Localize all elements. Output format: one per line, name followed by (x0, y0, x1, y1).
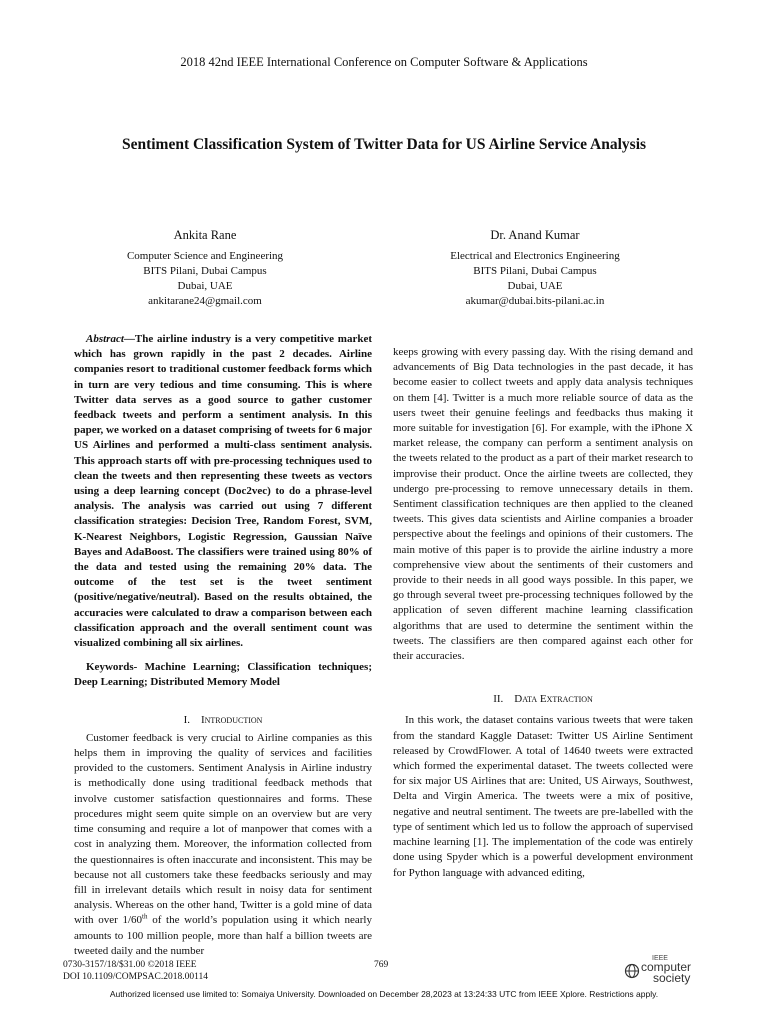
section-title: Introduction (200, 713, 263, 726)
intro-text-a: Customer feedback is very crucial to Airline companies as this helps them in improving the quality of services and facilities provided to the customers. Sentiment Analysis in Airline industry is methodically done using traditional feedback methods that involve customer satisfaction questionnaires and forms. These procedures might seem quite simple on an overview but are very time consuming and require a lot of manpower that comes with a cost in analyzing them. Moreover, the information collected from the questionnaires is often inaccurate and inconsistent. This may be because not all customers take these feedbacks seriously and may fill in irrelevant details which result in noisy data for sentiment analysis. Whereas on the other hand, Twitter is a gold mine of data with over 1/60 (74, 731, 372, 927)
author-institution: BITS Pilani, Dubai Campus (473, 265, 597, 277)
paper-title: Sentiment Classification System of Twitter Data for US Airline Service Analysis (121, 136, 647, 153)
intro-continuation: keeps growing with every passing day. With the rising demand and advancements of Big Data technologies in the past decade, it has become easier to collect tweets and apply data analysis techniques on them [4]. Twitter is a much more reliable source of data as the users tweet their genuine feelings and feedbacks thus making it more suitable for investigation [6]. For example, with the iPhone X market release, the company can perform a sentiment analysis on the tweets related to the product as a part of their market research to improvise their product. Once the airline tweets are collected, they undergo pre-processing to remove unnecessary details in them. Sentiment classification techniques are then applied to the cleaned tweets. This gives data scientists and Airline companies a broader perspective about the feelings and opinions of their customers. The main motive of this paper is to provide the airline industry a more comprehensive view about the sentiments of their customers and provide to their needs in all good ways possible. In this paper, we go through several tweet pre-processing techniques followed by the application of seven different machine learning classification algorithms that are used to determine the sentiment within the tweets. The classifiers are then compared against each other for their accuracies. (393, 346, 693, 663)
section-heading-data-extraction (393, 692, 693, 707)
keywords: Keywords- Machine Learning; Classification techniques; Deep Learning; Distributed Memory Model (74, 661, 372, 689)
author-name: Ankita Rane (173, 228, 237, 242)
section-title: Data Extraction (514, 693, 593, 706)
author-dept: Computer Science and Engineering (126, 250, 284, 262)
computer-society-logo (624, 955, 704, 985)
intro-text-b: of the world’s population using it which nearly amounts to 100 million people, more than half a billion tweets are tweeted daily and the number (74, 914, 372, 957)
author-name: Dr. Anand Kumar (490, 228, 580, 242)
data-extraction-paragraph: In this work, the dataset contains various tweets that were taken from the standard Kaggle Dataset: Twitter US Airline Sentiment released by CrowdFlower. A total of 14640 tweets were extracted which formed the experimental dataset. The tweets collected were for six major US Airlines that are: United, US Airways, Southwest, Delta and Virgin America. The tweets were a mix of positive, negative and neutral sentiment. The tweets are pre-labelled with the type of sentiment which led us to follow the approach of supervised machine learning [1]. The implementation of the code was entirely done using Spyder which is a powerful development environment for Python language with advanced editing, (393, 714, 693, 879)
license-notice: Authorized licensed use limited to: Somaiya University. Downloaded on December 28,2023 at 13:24:33 UTC from IEEE Xplore. Restrictions apply. (109, 989, 659, 999)
globe-icon (624, 963, 640, 979)
abstract-text: —The airline industry is a very competitive market which has grown rapidly in the past 2 decades. Airline companies resort to traditional customer feedback forms which in turn are very tedious and time consuming. This is where Twitter data serves as a good source to gather customer feedback tweets and perform a sentiment analysis. In this paper, we worked on a dataset comprising of tweets for 6 major US Airlines and performed a multi-class sentiment analysis. This approach starts off with pre-processing techniques used to clean the tweets and then representing these tweets as vectors using a deep learning concept (Doc2vec) to do a phrase-level analysis. The analysis was carried out using 7 different classification strategies: Decision Tree, Random Forest, SVM, K-Nearest Neighbors, Logistic Regression, Gaussian Naïve Bayes and AdaBoost. The classifiers were trained using 80% of the data and tested using the remaining 20% data. The outcome of the test set is the tweet sentiment (positive/negative/neutral). Based on the results obtained, the accuracies were calculated to draw a comparison between each classification approach and the overall sentiment count was visualized combining all six airlines. (74, 333, 372, 650)
intro-paragraph (74, 731, 372, 959)
author-institution: BITS Pilani, Dubai Campus (143, 265, 267, 277)
author-email: ankitarane24@gmail.com (148, 295, 262, 307)
author-block-1 (60, 228, 350, 309)
section-number: I. (183, 713, 190, 726)
footer-copyright (63, 960, 208, 983)
abstract (74, 332, 372, 651)
page-number: 769 (374, 960, 389, 970)
author-email: akumar@dubai.bits-pilani.ac.in (465, 295, 605, 307)
abstract-label: Abstract (86, 333, 124, 345)
left-column (74, 332, 372, 959)
author-city: Dubai, UAE (507, 280, 563, 292)
logo-society: society (653, 971, 691, 985)
author-dept: Electrical and Electronics Engineering (450, 250, 620, 262)
section-heading-introduction (74, 713, 372, 728)
copyright-line: 0730-3157/18/$31.00 ©2018 IEEE (63, 960, 197, 970)
logo-computer: computer (641, 960, 692, 974)
logo-ieee: IEEE (652, 955, 668, 962)
right-column (393, 345, 693, 881)
author-city: Dubai, UAE (177, 280, 233, 292)
doi-line: DOI 10.1109/COMPSAC.2018.00114 (63, 971, 208, 982)
section-number: II. (493, 693, 504, 706)
author-block-2 (390, 228, 680, 309)
superscript: th (142, 912, 148, 921)
conference-header: 2018 42nd IEEE International Conference on Computer Software & Applications (180, 55, 588, 69)
